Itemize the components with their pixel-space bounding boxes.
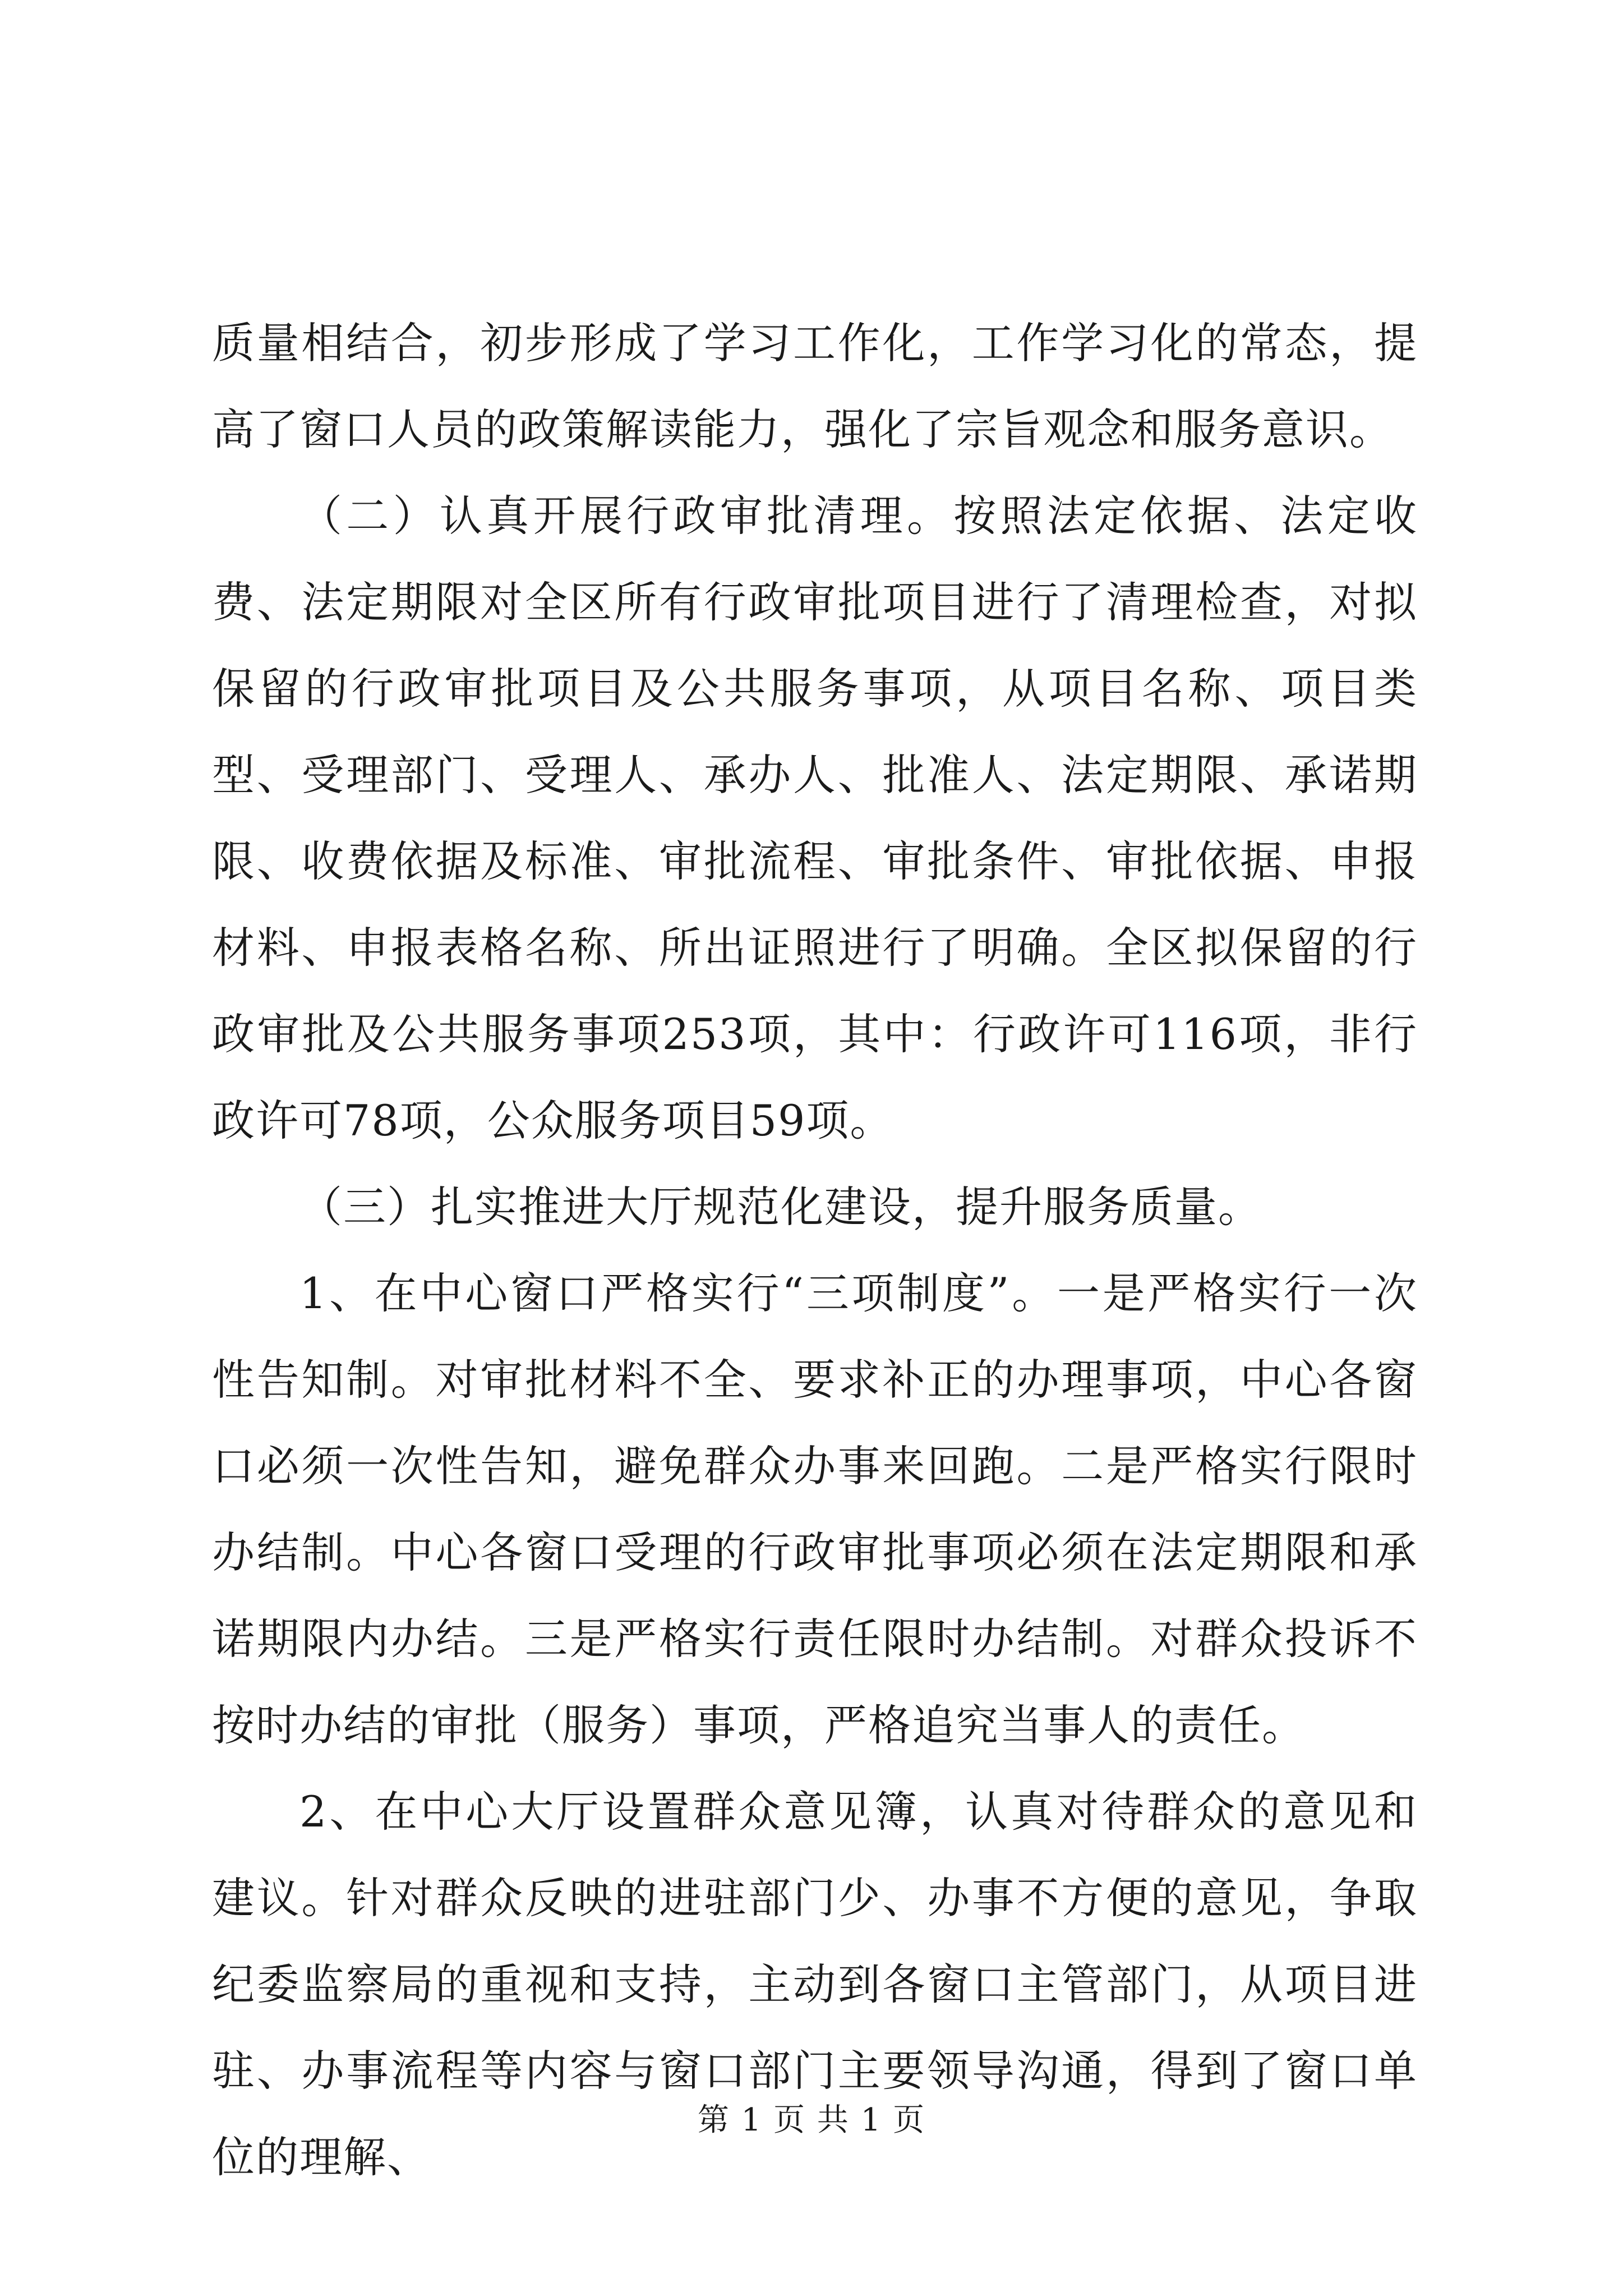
- paragraph-2: （二）认真开展行政审批清理。按照法定依据、法定收费、法定期限对全区所有行政审批项目进行了清理检查，对拟保留的行政审批项目及公共服务事项，从项目名称、项目类型、受理部门、受理人、承办人、批准人、法定期限、承诺期限、收费依据及标准、审批流程、审批条件、审批依据、申报材料、申报表格名称、所出证照进行了明确。全区拟保留的行政审批及公共服务事项253项，其中：行政许可116项，非行政许可78项，公众服务项目59项。: [212, 491, 1418, 1145]
- paragraph-5: 2、在中心大厅设置群众意见簿，认真对待群众的意见和建议。针对群众反映的进驻部门少、办事不方便的意见，争取纪委监察局的重视和支持，主动到各窗口主管部门，从项目进驻、办事流程等内容与窗口部门主要领导沟通，得到了窗口单位的理解、: [212, 1787, 1418, 2182]
- page-footer: 第 1 页 共 1 页: [697, 2102, 926, 2138]
- paragraph-4: 1、在中心窗口严格实行“三项制度”。一是严格实行一次性告知制。对审批材料不全、要求补正的办理事项，中心各窗口必须一次性告知，避免群众办事来回跑。二是严格实行限时办结制。中心各窗口受理的行政审批事项必须在法定期限和承诺期限内办结。三是严格实行责任限时办结制。对群众投诉不按时办结的审批（服务）事项，严格追究当事人的责任。: [212, 1268, 1418, 1750]
- document-body: [212, 300, 1418, 2201]
- paragraph-1: 质量相结合，初步形成了学习工作化，工作学习化的常态，提高了窗口人员的政策解读能力，强化了宗旨观念和服务意识。: [212, 318, 1418, 454]
- paragraph-3: （三）扎实推进大厅规范化建设，提升服务质量。: [299, 1182, 1262, 1232]
